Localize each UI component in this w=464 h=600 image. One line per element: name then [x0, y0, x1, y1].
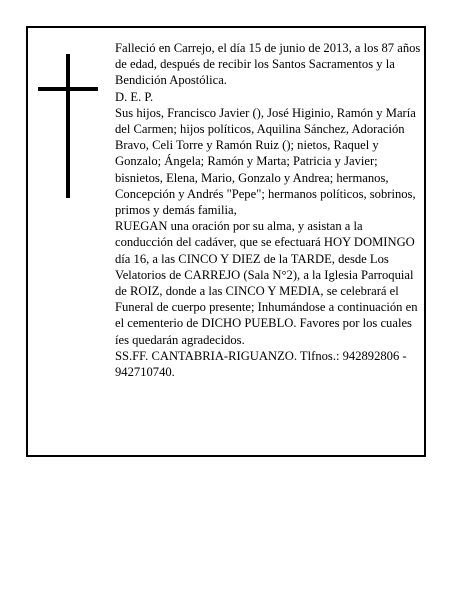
death-announcement: Falleció en Carrejo, el día 15 de junio de 2013, a los 87 años de edad, después de recibir los Santos Sacramentos y la Bendición Apostólica. — [115, 41, 421, 88]
obituary-text — [115, 40, 421, 380]
cross-vertical-bar — [66, 54, 70, 198]
obituary-notice — [26, 26, 426, 457]
family-list: Sus hijos, Francisco Javier (), José Higinio, Ramón y María del Carmen; hijos políticos, Aquilina Sánchez, Adoración Bravo, Celi Torre y Ramón Ruiz (); nietos, Raquel y Gonzalo; Ángela; Ramón y Marta; Patricia y Javier; bisnietos, Elena, Mario, Gonzalo y Andrea; hermanos, Concepción y Andrés "Pepe"; hermanos políticos, sobrinos, primos y demás familia, — [115, 105, 416, 218]
cross-horizontal-bar — [38, 87, 98, 91]
funeral-details: RUEGAN una oración por su alma, y asistan a la conducción del cadáver, que se efectuará HOY DOMINGO día 16, a las CINCO Y DIEZ de la TARDE, desde Los Velatorios de CARREJO (Sala N°2), a la Iglesia Parroquial de ROIZ, donde a las CINCO Y MEDIA, se celebrará el Funeral de cuerpo presente; Inhumándose a continuación en el cementerio de DICHO PUEBLO. Favores por los cuales íes quedarán agradecidos. — [115, 219, 418, 347]
funeral-home-contact: SS.FF. CANTABRIA-RIGUANZO. Tlfnos.: 942892806 - 942710740. — [115, 348, 407, 380]
cross-icon — [38, 54, 98, 198]
rip-line: D. E. P. — [115, 89, 154, 104]
